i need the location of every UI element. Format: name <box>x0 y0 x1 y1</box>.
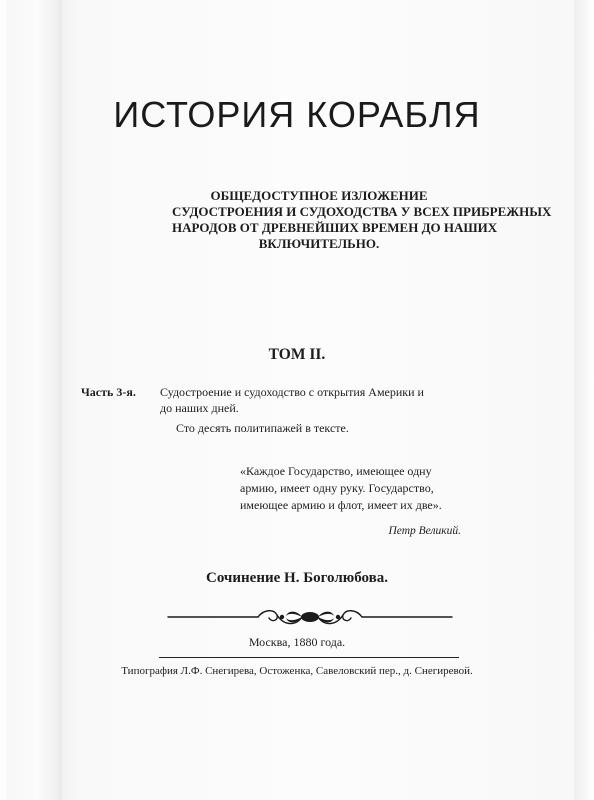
epigraph-line: армию, имеет одну руку. Государство, <box>240 481 434 495</box>
part-label: Часть 3-я. <box>81 385 136 399</box>
author-credit: Сочинение Н. Боголюбова. <box>205 570 389 586</box>
scroll-ornament-icon <box>160 604 460 630</box>
subtitle-line: ВКЛЮЧИТЕЛЬНО. <box>258 236 380 251</box>
book-title: ИСТОРИЯ КОРАБЛЯ <box>113 94 481 135</box>
divider-line <box>159 657 459 658</box>
place-and-date: Москва, 1880 года. <box>248 635 346 649</box>
subtitle-line: СУДОСТРОЕНИЯ И СУДОХОДСТВА У ВСЕХ ПРИБРЕЖНЫХ <box>172 204 552 219</box>
subtitle-line: НАРОДОВ ОТ ДРЕВНЕЙШИХ ВРЕМЕН ДО НАШИХ <box>172 220 498 235</box>
epigraph <box>240 463 472 514</box>
part-description-line: до наших дней. <box>160 401 239 415</box>
volume-number: ТОМ II. <box>268 346 326 363</box>
part-description <box>160 384 460 416</box>
illustrations-note: Сто десять политипажей в тексте. <box>176 421 349 435</box>
book-subtitle <box>172 188 552 252</box>
printer-imprint: Типография Л.Ф. Снегирева, Остоженка, Савеловский пер., д. Снегиревой. <box>121 665 473 677</box>
part-description-line: Судостроение и судоходство с открытия Америки и <box>160 385 424 399</box>
epigraph-line: имеющее армию и флот, имеет их две». <box>240 498 442 512</box>
epigraph-line: «Каждое Государство, имеющее одну <box>240 464 432 478</box>
subtitle-line: ОБЩЕДОСТУПНОЕ ИЗЛОЖЕНИЕ <box>210 188 428 203</box>
epigraph-author: Петр Великий. <box>388 525 461 537</box>
